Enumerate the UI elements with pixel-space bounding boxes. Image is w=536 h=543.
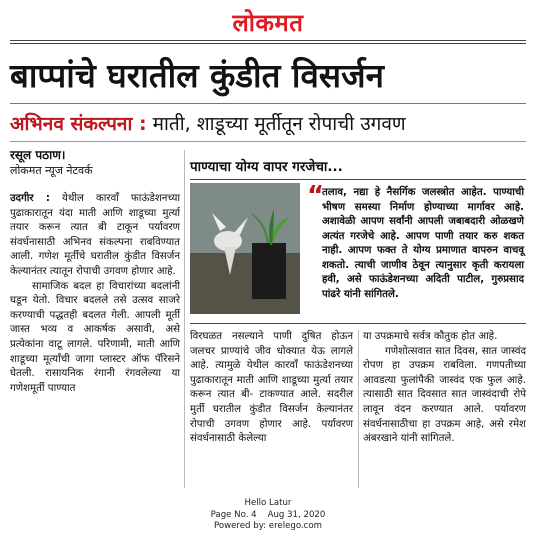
sidebar-box-bottom-rule bbox=[190, 323, 526, 324]
quote-mark-icon: “ bbox=[307, 181, 325, 211]
sidebar-box-rule bbox=[190, 179, 526, 180]
masthead-logo: लोकमत bbox=[232, 9, 304, 37]
byline-name: रसूल पठाण। bbox=[10, 148, 66, 162]
dateline: उदगीर : bbox=[10, 193, 50, 204]
sidebar-box-title: पाण्याचा योग्य वापर गरजेचा... bbox=[190, 159, 343, 175]
top-rule bbox=[10, 40, 526, 44]
page-footer bbox=[0, 498, 536, 533]
article-paragraph: गणेशोत्सवात सात दिवस, सात जास्वंद रोपण हा उपक्रम राबविला. गणपतीच्या आवडत्या फुलांपैकी जास्वंद एक फुल आहे. त्यासाठी सात दिवसात सात जास्वंदाची रोपे लावून वंदन करण्यात आले. पर्यावरण संवर्धनासाठीचा हा उपक्रम आहे, असे रमेश अंबरखाने यांनी सांगितले. bbox=[363, 345, 526, 445]
column-divider bbox=[358, 330, 359, 488]
lead-text: येथील कारवाँ फाऊंडेशनच्या पुढाकारातून यंदा माती आणि शाडूच्या मुर्त्या तयार करून त्यात बी टाकून पर्यावरण संवर्धनासाठी अभिनव संकल्पना राबविण्यात आली. गणेश मूर्तीचे घरातील कुंडीत विसर्जन केल्यानंतर त्यातून रोपाची उगवण होणार आहे. bbox=[10, 193, 180, 277]
headline: बाप्पांचे घरातील कुंडीत विसर्जन bbox=[10, 56, 384, 95]
photo-illustration bbox=[190, 183, 300, 314]
article-column-3 bbox=[363, 330, 526, 447]
subhead-kicker: अभिनव संकल्पना : bbox=[10, 113, 147, 135]
subhead-text: माती, शाडूच्या मूर्तीतून रोपाची उगवण bbox=[152, 113, 406, 135]
subhead-rule bbox=[10, 141, 526, 142]
footer-powered-by: Powered by: erelego.com bbox=[213, 521, 323, 531]
article-column-2: विरघळत नसल्याने पाणी दुषित होऊन जलचर प्राण्यांचे जीव धोक्यात येऊ लागले आहे. त्यामुळे येथील कारवाँ फाऊंडेशनच्या पुढाकारातून माती आणि शाडूच्या मुर्त्या तयार करून त्यात बी- टाकण्यात आले. सदरील मुर्ती घरातील कुंडीत विसर्जन केल्यानंतर रोपाची उगवण होणार आहे. पर्यावरण संवर्धनासाठी केलेल्या bbox=[190, 331, 353, 445]
subheadline bbox=[10, 111, 526, 137]
headline-rule bbox=[10, 103, 526, 104]
ganesh-idol-plant-photo bbox=[190, 183, 300, 314]
sidebar-quote: तलाव, नद्या हे नैसर्गिक जलस्त्रोत आहेत. पाण्याची भीषण समस्या निर्माण होण्याच्या मार्गावर आहे. अशावेळी आपण सर्वांनी आपली जबाबदारी ओळखणे अत्यंत गरजेचे आहे. आपण पाणी तयार करु शकत नाही. आपण फक्त ते योग्य प्रमाणात वापरुन वाचवू शकतो. त्याची जाणीव ठेवून त्यानुसार कृती करायला हवी, असे फाऊंडेशनच्या अदिती पाटील, गुरुप्रसाद पांढरे यांनी सांगितले. bbox=[322, 187, 524, 300]
byline bbox=[10, 147, 180, 179]
footer-edition: Hello Latur bbox=[244, 498, 292, 508]
article-column-1 bbox=[10, 192, 180, 396]
footer-page-date: Page No. 4 Aug 31, 2020 bbox=[210, 509, 326, 520]
column-divider bbox=[184, 150, 185, 488]
article-paragraph: या उपक्रमाचे सर्वत्र कौतुक होत आहे. bbox=[363, 331, 498, 342]
article-paragraph: सामाजिक बदल हा विचारांच्या बदलांनी घडून येतो. विचार बदलले तसे उत्सव साजरे करण्याची पद्धतही बदलत गेली. आपली मूर्ती जास्त भव्य व आकर्षक असावी, असे प्रत्येकांना वाटू लागले. परिणामी, माती आणि शाडूच्या मूर्त्यांची जागा प्लास्टर ऑफ पॅरिसने घेतली. रासायनिक रंगानी रंगवलेल्या या गणेशमूर्ती पाण्यात bbox=[10, 280, 180, 394]
article-paragraph bbox=[10, 192, 180, 280]
byline-agency: लोकमत न्यूज नेटवर्क bbox=[10, 164, 93, 177]
